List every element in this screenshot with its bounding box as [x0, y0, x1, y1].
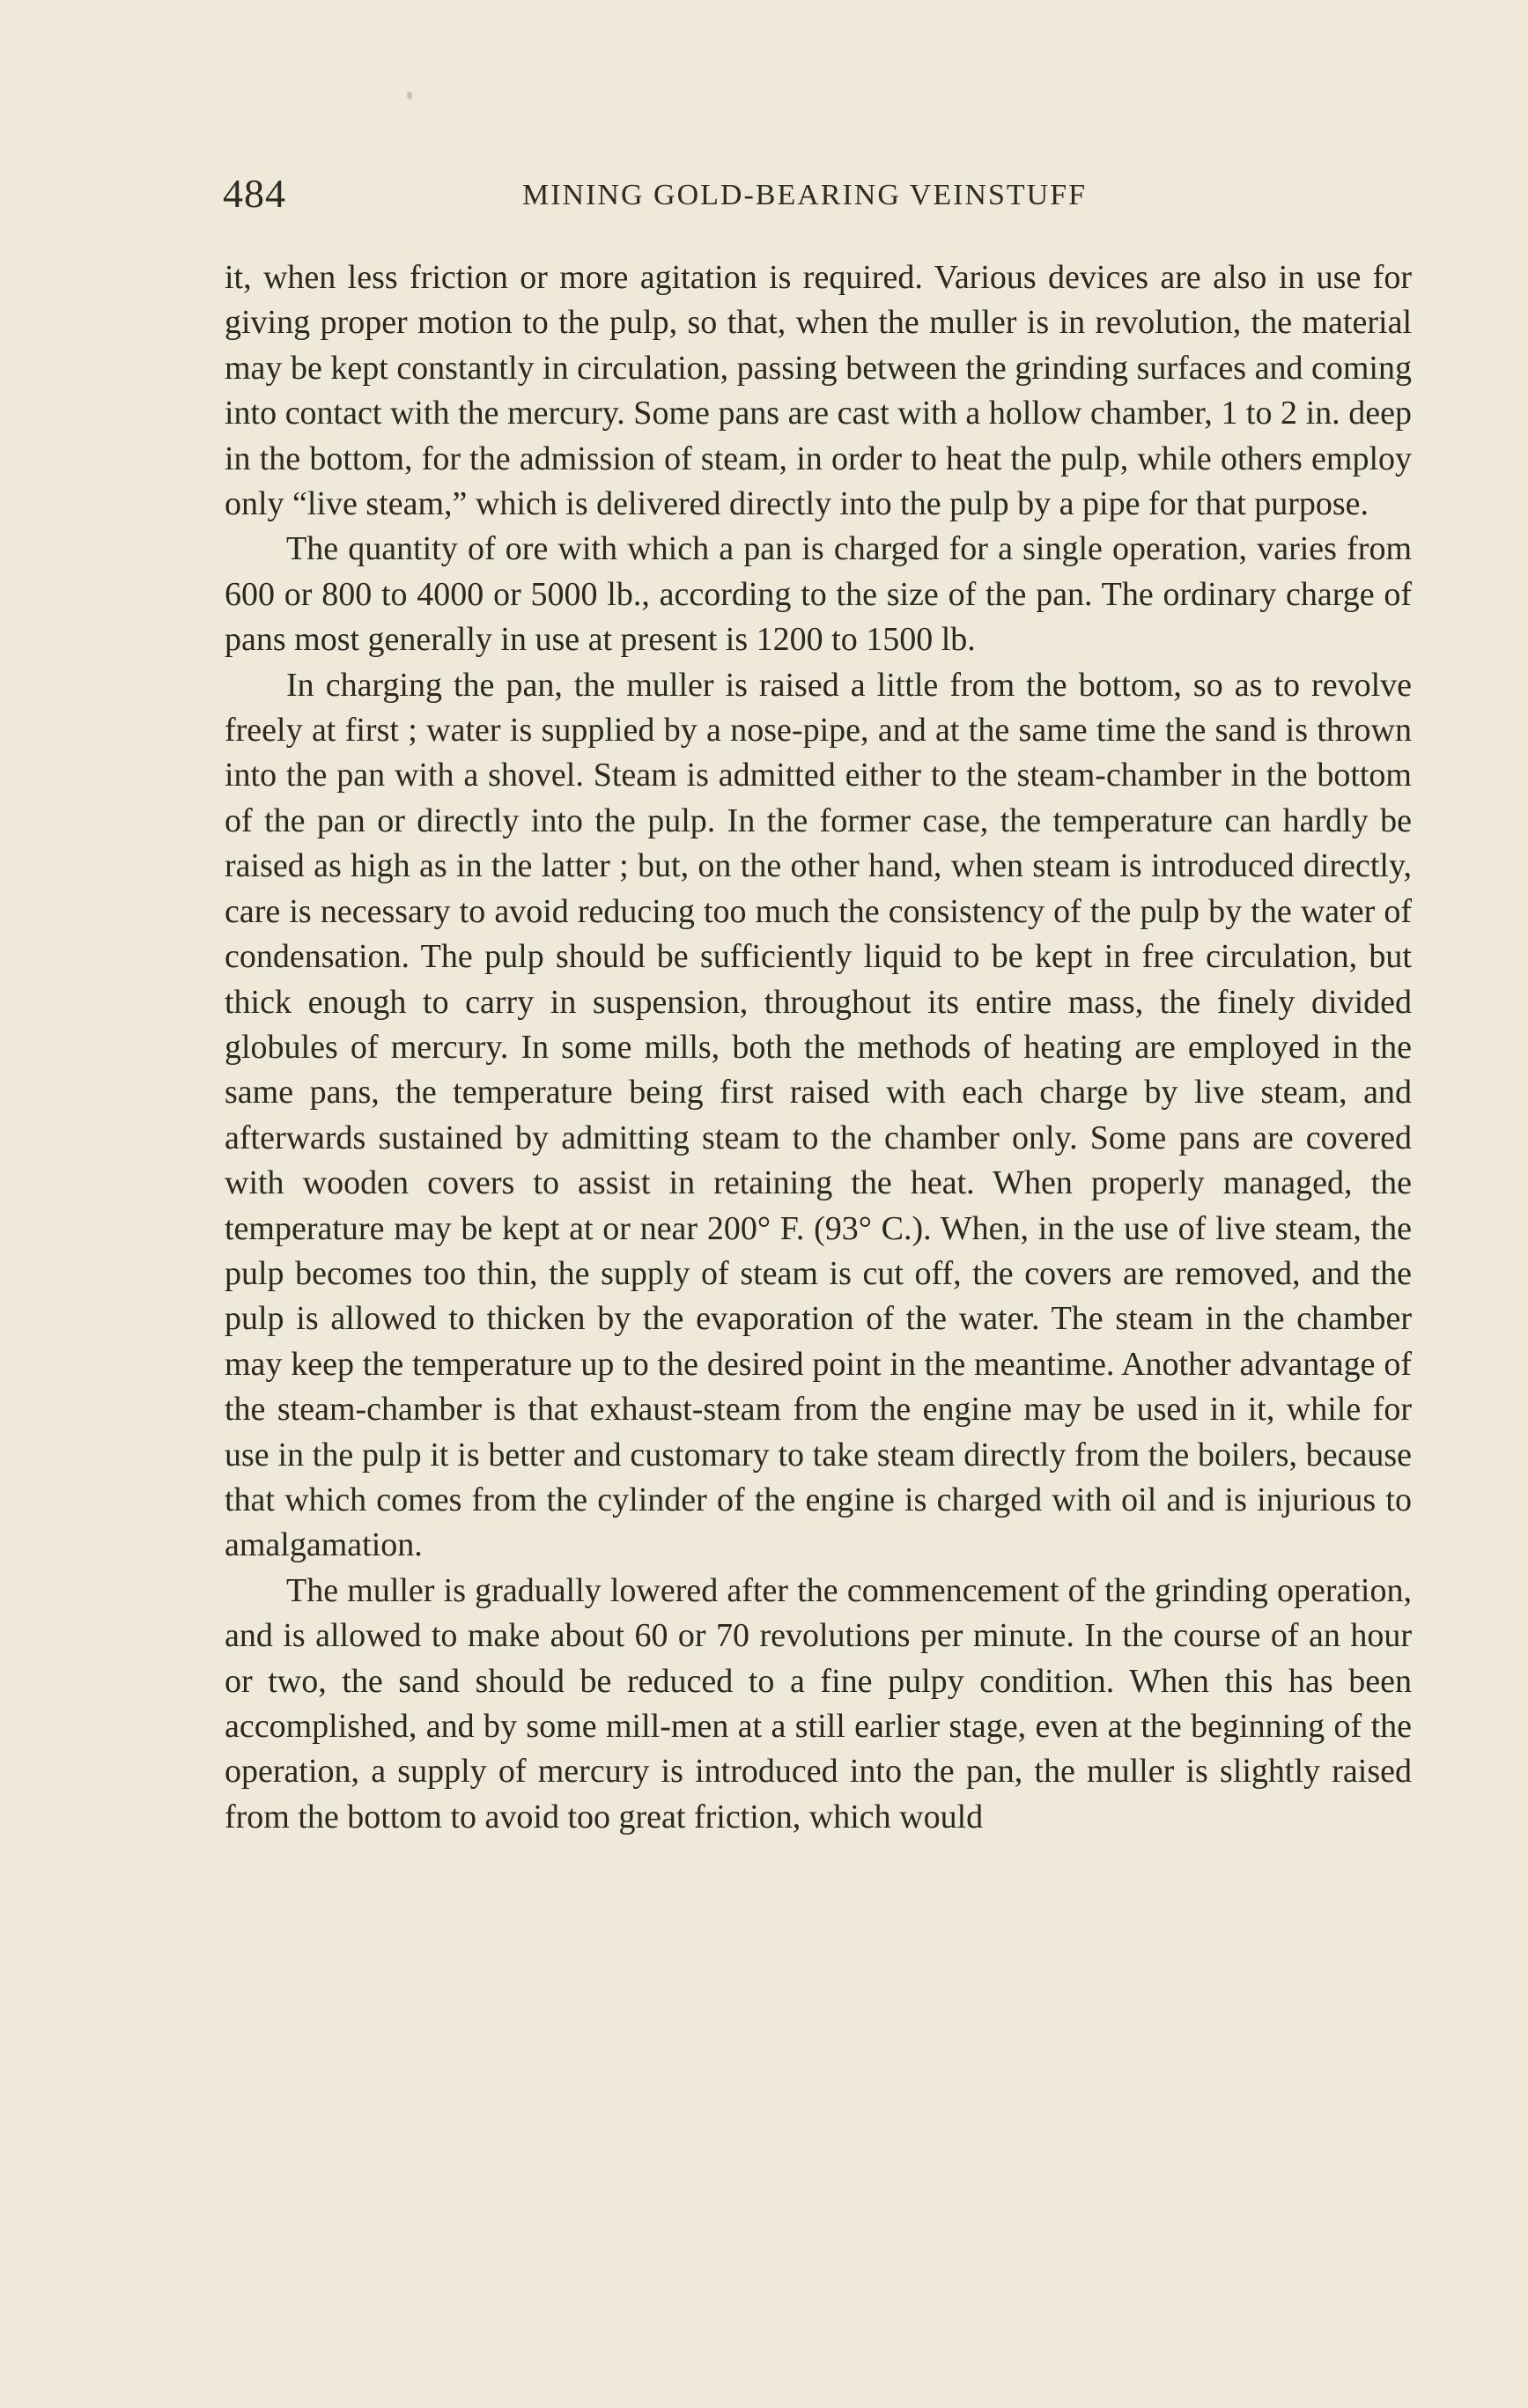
paragraph-ore-quantity: The quantity of ore with which a pan is charged for a single operation, varies from 600 or 800 to 4000 or 5000 lb., according to the size of the pan. The ordinary charge of pans most generally in use at present is 1200 to 1500 lb.	[225, 530, 1412, 659]
paragraph-continued: it, when less friction or more agitation is required. Various devices are also in use for giving proper motion to the pulp, so that, when the muller is in revolution, the material may be kept constantly in circulation, passing between the grinding surfaces and coming into contact with the mercury. Some pans are cast with a hollow chamber, 1 to 2 in. deep in the bottom, for the admission of steam, in order to heat the pulp, while others employ only “live steam,” which is delivered directly into the pulp by a pipe for that purpose.	[225, 259, 1412, 523]
page-number: 484	[223, 171, 286, 216]
paragraph-charging-pan: In charging the pan, the muller is raised a little from the bottom, so as to revolve freely at first ; water is supplied by a nose-pipe, and at the same time the sand is thrown into the pan with a shovel. Steam is admitted either to the steam-chamber in the bottom of the pan or directly into the pulp. In the former case, the temperature can hardly be raised as high as in the latter ; but, on the other hand, when steam is introduced directly, care is necessary to avoid reducing too much the consistency of the pulp by the water of condensation. The pulp should be sufficiently liquid to be kept in free circulation, but thick enough to carry in suspension, throughout its entire mass, the finely divided globules of mercury. In some mills, both the methods of heating are employed in the same pans, the temperature being first raised with each charge by live steam, and afterwards sustained by admitting steam to the chamber only. Some pans are covered with wooden covers to assist in retaining the heat. When properly managed, the temperature may be kept at or near 200° F. (93° C.). When, in the use of live steam, the pulp becomes too thin, the supply of steam is cut off, the covers are removed, and the pulp is allowed to thicken by the evaporation of the water. The steam in the chamber may keep the temperature up to the desired point in the meantime. Another advantage of the steam-chamber is that exhaust-steam from the engine may be used in it, while for use in the pulp it is better and customary to take steam directly from the boilers, because that which comes from the cylinder of the engine is charged with oil and is injurious to amalgamation.	[225, 666, 1412, 1564]
body-text	[225, 255, 1412, 1840]
paragraph-muller-lowering: The muller is gradually lowered after the commencement of the grinding operation, and is allowed to make about 60 or 70 revolutions per minute. In the course of an hour or two, the sand should be reduced to a fine pulpy condition. When this has been accomplished, and by some mill-men at a still earlier stage, even at the beginning of the operation, a supply of mercury is introduced into the pan, the muller is slightly raised from the bottom to avoid too great friction, which would	[225, 1571, 1412, 1836]
running-head	[223, 167, 1412, 220]
paper-speck	[407, 92, 412, 100]
running-title: MINING GOLD-BEARING VEINSTUFF	[522, 179, 1088, 211]
